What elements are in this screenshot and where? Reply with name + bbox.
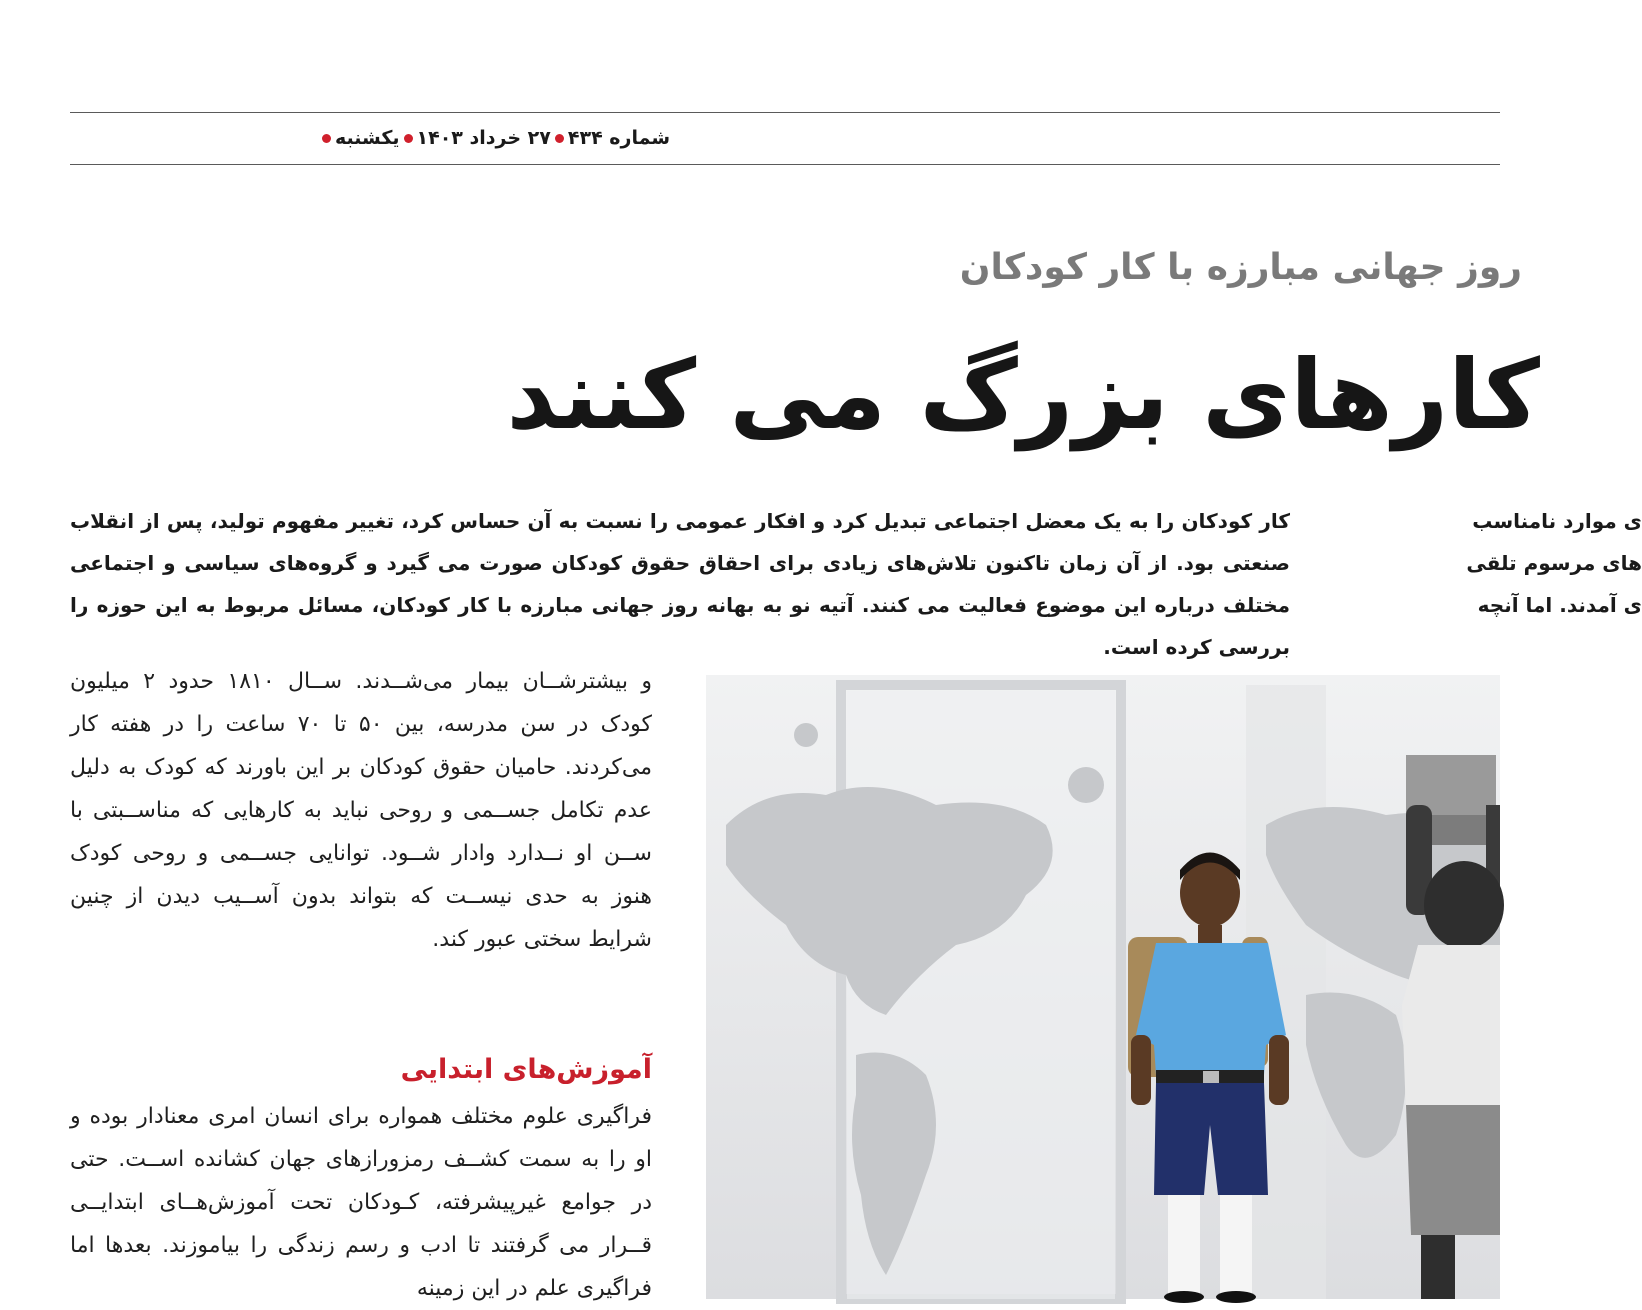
schoolboy-and-child-laborer-illustration [706, 675, 1500, 1299]
bullet-icon [322, 134, 331, 143]
bullet-icon [404, 134, 413, 143]
article-photo [706, 675, 1500, 1299]
dateline [70, 122, 670, 154]
body-paragraph-1: و بیشترشــان بیمار می‌شــدند. ســال ۱۸۱۰ حدود ۲ میلیون کودک در سن مدرسه، بین ۵۰ تا ۷۰ ساعت را در هفته کار می‌کردند. حامیان حقوق کودکان بر این باورند که کودک به دلیل عدم تکامل جســمی و روحی نباید به کارهایی که مناســبتی با ســن او نــدارد وادار شــود. توانایی جســمی و روحی کودک هنوز به حدی نیســت که بتواند بدون آســیب دیدن از چنین شرایط سختی عبور کند. [70, 669, 653, 952]
child-laborer-figure [1402, 755, 1504, 1299]
dateline-date: ۲۷ خرداد ۱۴۰۳ [416, 127, 551, 149]
section-subheading: آموزش‌های ابتدایی [400, 1054, 652, 1085]
article-kicker: روز جهانی مبارزه با کار کودکان [959, 247, 1522, 288]
bullet-icon [555, 134, 564, 143]
adjacent-lead-line: ی آمدند. اما آنچه [1477, 593, 1642, 617]
dateline-day: یکشنبه [334, 127, 400, 149]
body-paragraph-2: فراگیری علوم مختلف همواره برای انسان امری معنادار بوده و او را به سمت کشــف رمزورازهای جهان کشانده اســت. حتی در جوامع غیرپیشرفته، کـودکان تحت آموزش‌هــای ابتدایــی قــرار می گرفتند تا ادب و رسم زندگی را بیاموزند. بعدها اما فراگیری علم در این زمینه [70, 1104, 652, 1301]
header-bottom-rule [70, 164, 1500, 165]
adjacent-column-lead [1342, 500, 1642, 630]
header-top-rule [70, 112, 1500, 113]
adjacent-lead-line: های مرسوم تلقی [1466, 551, 1642, 575]
article-lead: کار کودکان را به یک معضل اجتماعی تبدیل کرد و افکار عمومی را نسبت به آن حساس کرد، تغییر مفهوم تولید، پس از انقلاب صنعتی بود. از آن زمان تاکنون تلاش‌های زیادی برای احقاق حقوق کودکان صورت می گیرد و گروه‌های سیاسی و اجتماعی مختلف درباره این موضوع فعالیت می کنند. آتیه نو به بهانه روز جهانی مبارزه با کار کودکان، مسائل مربوط به این حوزه را بررسی کرده است. [70, 509, 1290, 659]
article-headline: کارهای بزرگ می کنند [506, 339, 1540, 451]
adjacent-lead-line: ی موارد نامناسب [1472, 509, 1642, 533]
dateline-issue: شماره ۴۳۴ [567, 127, 670, 149]
